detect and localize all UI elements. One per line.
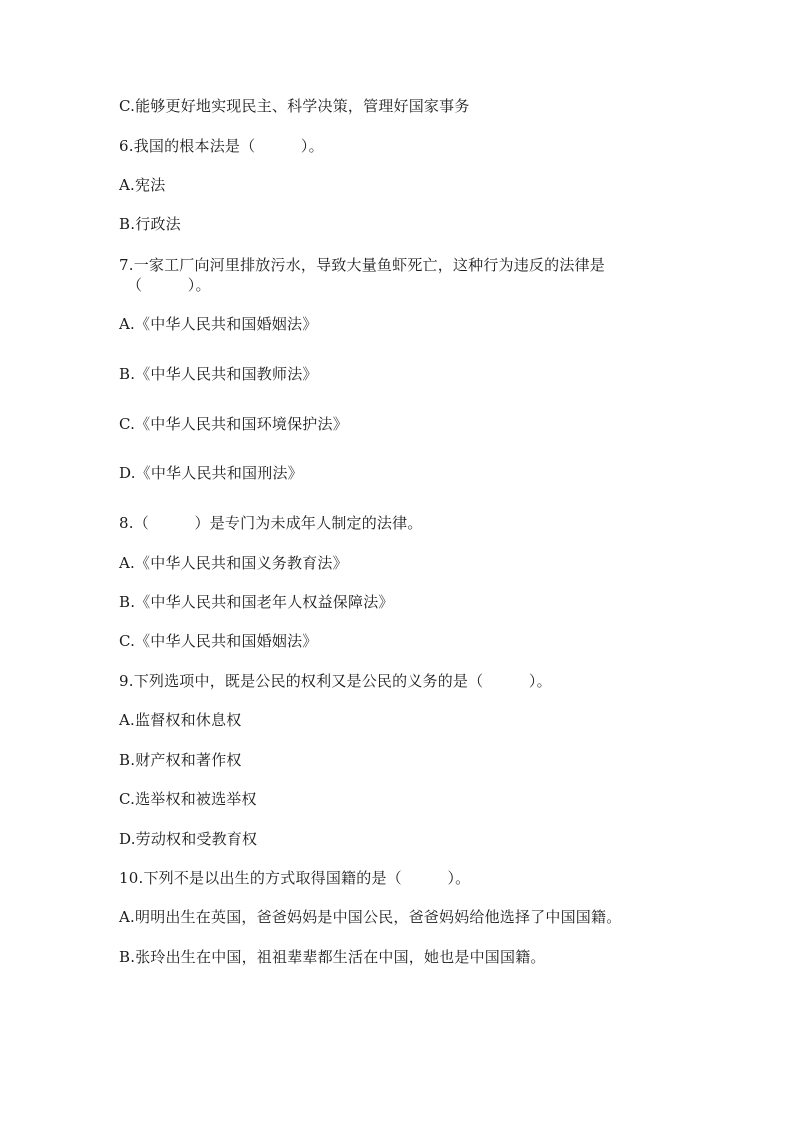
q6-option-b: B.行政法 [119,215,181,233]
q9-option-c: C.选举权和被选举权 [119,790,257,808]
q9-option-a: A.监督权和休息权 [119,711,242,729]
q7-option-a: A.《中华人民共和国婚姻法》 [119,315,318,333]
q6-option-a: A.宪法 [119,176,166,194]
q8-option-c: C.《中华人民共和国婚姻法》 [119,632,318,650]
q7-question-blank: （ ）。 [127,276,211,294]
q9-option-d: D.劳动权和受教育权 [119,830,258,848]
q10-question: 10.下列不是以出生的方式取得国籍的是（ ）。 [119,869,471,887]
q10-option-a: A.明明出生在英国，爸爸妈妈是中国公民，爸爸妈妈给他选择了中国国籍。 [119,908,622,926]
q7-option-c: C.《中华人民共和国环境保护法》 [119,415,348,433]
q7-question: 7.一家工厂向河里排放污水，导致大量鱼虾死亡，这种行为违反的法律是 [119,256,605,274]
q8-option-b: B.《中华人民共和国老年人权益保障法》 [119,593,394,611]
q10-option-b: B.张玲出生在中国，祖祖辈辈都生活在中国，她也是中国国籍。 [119,948,546,966]
q7-option-b: B.《中华人民共和国教师法》 [119,365,318,383]
q8-option-a: A.《中华人民共和国义务教育法》 [119,554,348,572]
q9-option-b: B.财产权和著作权 [119,751,242,769]
q6-question: 6.我国的根本法是（ ）。 [119,137,324,155]
q5-option-c: C.能够更好地实现民主、科学决策，管理好国家事务 [119,97,470,115]
q9-question: 9.下列选项中，既是公民的权利又是公民的义务的是（ ）。 [119,672,552,690]
q7-option-d: D.《中华人民共和国刑法》 [119,464,303,482]
q8-question: 8.（ ）是专门为未成年人制定的法律。 [119,514,423,532]
